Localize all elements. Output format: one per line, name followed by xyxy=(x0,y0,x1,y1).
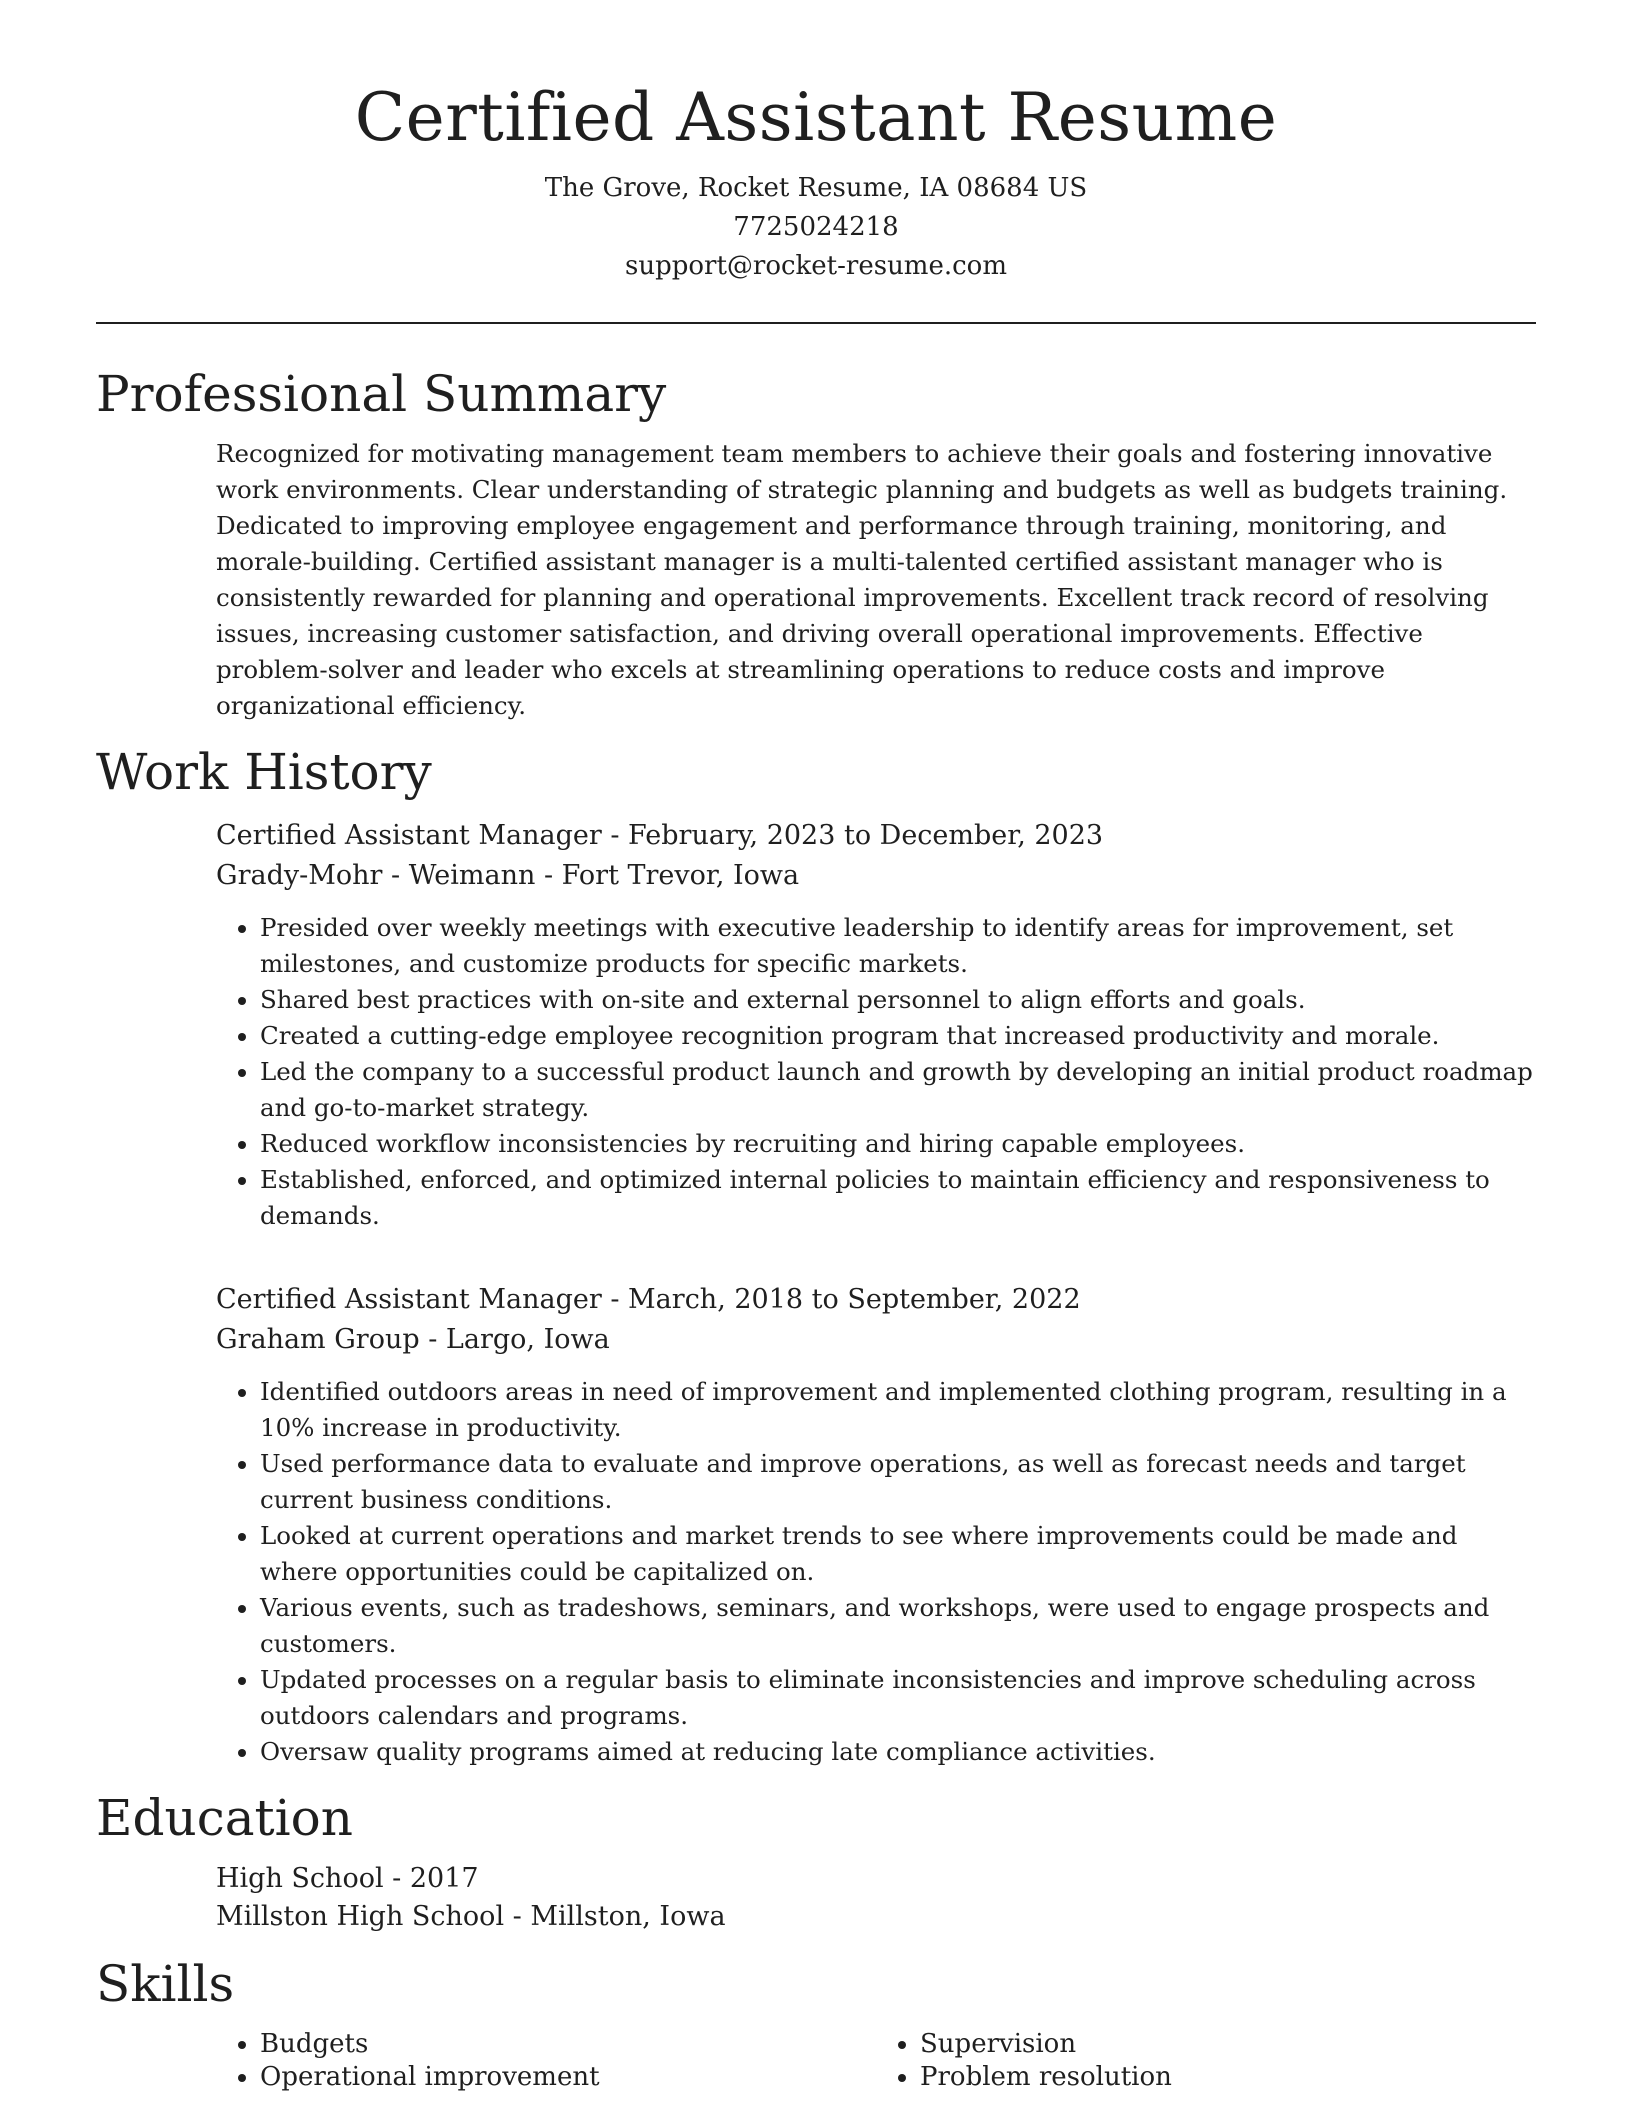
education-degree: High School - 2017 xyxy=(216,1863,479,1895)
job-bullet: • Presided over weekly meetings with executive leadership to identify areas for improvement, set milestones, and customize products for specific markets. xyxy=(260,910,1536,982)
job-company-location: Graham Group - Largo, Iowa xyxy=(216,1324,610,1356)
summary-section xyxy=(96,364,1536,724)
summary-text: Recognized for motivating management team members to achieve their goals and fostering innovative work environments. Clear understanding of strategic planning and budgets as well as budgets training. Dedicated to improving employee engagement and performance through training, monitoring, and morale-building. Certified assistant manager is a multi-talented certified assistant manager who is consistently rewarded for planning and operational improvements. Excellent track record of resolving issues, increasing customer satisfaction, and driving overall operational improvements. Effective problem-solver and leader who excels at streamlining operations to reduce costs and improve organizational efficiency. xyxy=(216,439,1508,721)
job-bullet: • Identified outdoors areas in need of improvement and implemented clothing program, resulting in a 10% increase in productivity. xyxy=(260,1374,1536,1446)
job-title-dates: Certified Assistant Manager - March, 2018 to September, 2022 xyxy=(216,1284,1081,1316)
job-bullet: • Oversaw quality programs aimed at reducing late compliance activities. xyxy=(260,1734,1536,1770)
job-bullet-list xyxy=(216,910,1536,1234)
job-bullet: • Created a cutting-edge employee recognition program that increased productivity and morale. xyxy=(260,1018,1536,1054)
contact-address: The Grove, Rocket Resume, IA 08684 US xyxy=(544,173,1088,204)
education-heading: Education xyxy=(96,1789,353,1848)
skill-item: • Problem resolution xyxy=(920,2061,1536,2094)
skill-item: • Operational improvement xyxy=(260,2061,876,2094)
summary-heading: Professional Summary xyxy=(96,365,667,424)
work-history-section xyxy=(96,742,1536,1770)
resume-header xyxy=(96,0,1536,286)
education-school: Millston High School - Millston, Iowa xyxy=(216,1901,726,1933)
skills-list-left xyxy=(216,2028,876,2094)
skills-heading: Skills xyxy=(96,1955,235,2014)
job-entry xyxy=(216,1280,1536,1770)
contact-info xyxy=(96,169,1536,286)
job-bullet: • Led the company to a successful product launch and growth by developing an initial product roadmap and go-to-market strategy. xyxy=(260,1054,1536,1126)
job-bullet: • Established, enforced, and optimized internal policies to maintain efficiency and responsiveness to demands. xyxy=(260,1162,1536,1234)
work-history-heading: Work History xyxy=(96,743,432,802)
job-bullet: • Updated processes on a regular basis to eliminate inconsistencies and improve scheduling across outdoors calendars and programs. xyxy=(260,1662,1536,1734)
job-bullet: • Looked at current operations and market trends to see where improvements could be made and where opportunities could be capitalized on. xyxy=(260,1518,1536,1590)
job-title-dates: Certified Assistant Manager - February, 2023 to December, 2023 xyxy=(216,820,1104,852)
skills-section xyxy=(96,1954,1536,2094)
job-bullet: • Shared best practices with on-site and external personnel to align efforts and goals. xyxy=(260,982,1536,1018)
resume-page xyxy=(96,0,1536,2094)
job-bullet: • Reduced workflow inconsistencies by recruiting and hiring capable employees. xyxy=(260,1126,1536,1162)
job-bullet: • Used performance data to evaluate and improve operations, as well as forecast needs and target current business conditions. xyxy=(260,1446,1536,1518)
skills-list-right xyxy=(876,2028,1536,2094)
job-company-location: Grady-Mohr - Weimann - Fort Trevor, Iowa xyxy=(216,860,800,892)
contact-phone: 7725024218 xyxy=(733,212,899,243)
job-entry xyxy=(216,816,1536,1234)
contact-email: support@rocket-resume.com xyxy=(624,251,1007,282)
skills-columns xyxy=(216,2028,1536,2094)
job-bullet: • Various events, such as tradeshows, seminars, and workshops, were used to engage prospects and customers. xyxy=(260,1590,1536,1662)
education-section xyxy=(96,1788,1536,1936)
job-bullet-list xyxy=(216,1374,1536,1770)
header-divider xyxy=(96,322,1536,324)
skill-item: • Supervision xyxy=(920,2028,1536,2061)
skill-item: • Budgets xyxy=(260,2028,876,2061)
resume-title: Certified Assistant Resume xyxy=(354,79,1278,156)
